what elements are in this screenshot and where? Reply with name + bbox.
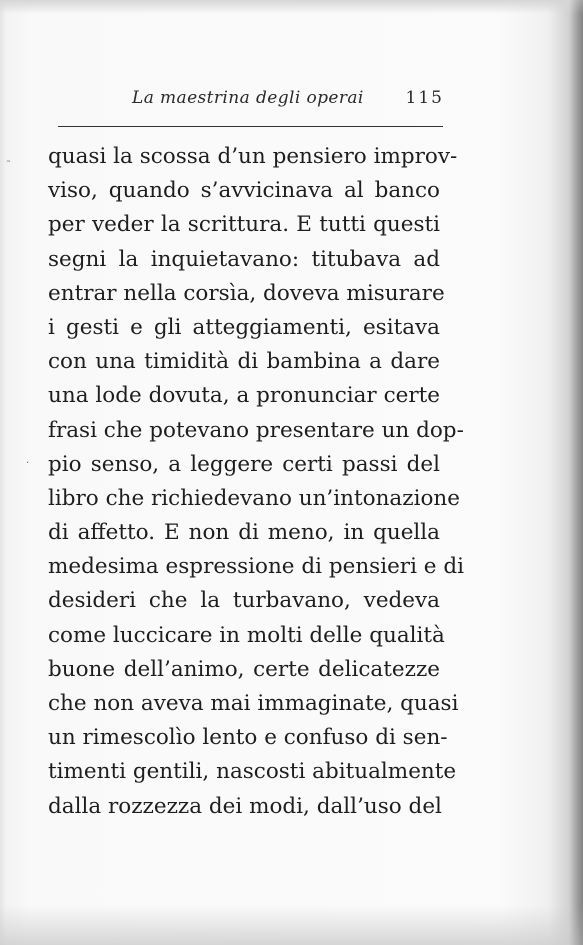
text-line: una lode dovuta, a pronunciar certe bbox=[48, 383, 440, 409]
text-line: per veder la scrittura. E tutti questi bbox=[48, 212, 440, 238]
text-line: quasi la scossa d’un pensiero improv- bbox=[48, 144, 458, 169]
header-rule bbox=[58, 126, 443, 127]
margin-speck: · bbox=[26, 458, 30, 469]
text-line: con una timidità di bambina a dare bbox=[48, 349, 440, 375]
text-line: medesima espressione di pensieri e di bbox=[48, 554, 464, 580]
text-line: un rimescolìo lento e confuso di sen- bbox=[48, 725, 448, 751]
text-line: segni la inquietavano: titubava ad bbox=[48, 246, 440, 272]
text-line: frasi che potevano presentare un dop- bbox=[48, 417, 464, 443]
running-title: La maestrina degli operai bbox=[132, 88, 364, 108]
page-number: 115 bbox=[405, 88, 444, 108]
running-head bbox=[60, 88, 444, 114]
body-text bbox=[48, 140, 464, 824]
text-line: buone dell’animo, certe delicatezze bbox=[48, 656, 440, 682]
margin-speck: ˜ bbox=[6, 160, 11, 171]
text-line: entrar nella corsìa, doveva misurare bbox=[48, 280, 445, 306]
page-right-edge-shadow bbox=[569, 0, 583, 945]
text-line: pio senso, a leggere certi passi del bbox=[48, 451, 440, 477]
text-line: libro che richiedevano un’intonazione bbox=[48, 485, 460, 511]
page-top-shadow bbox=[0, 0, 583, 14]
text-line: i gesti e gli atteggiamenti, esitava bbox=[48, 314, 440, 340]
text-line: che non aveva mai immaginate, quasi bbox=[48, 691, 459, 716]
text-line: come luccicare in molti delle qualità bbox=[48, 622, 445, 648]
text-line: desideri che la turbavano, vedeva bbox=[48, 588, 440, 614]
text-line: dalla rozzezza dei modi, dall’uso del bbox=[48, 793, 442, 819]
text-line: di affetto. E non di meno, in quella bbox=[48, 520, 440, 546]
text-line: viso, quando s’avvicinava al banco bbox=[48, 178, 440, 204]
page-bottom-shadow bbox=[0, 905, 583, 945]
text-line: timenti gentili, nascosti abitualmente bbox=[48, 759, 457, 785]
